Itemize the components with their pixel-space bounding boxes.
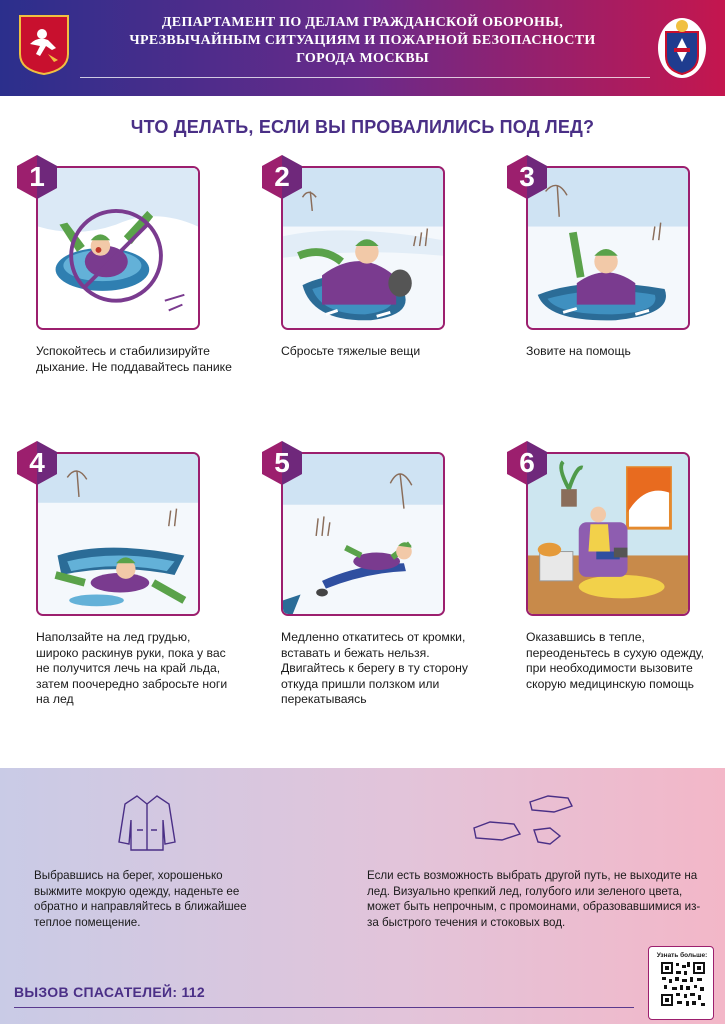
step-2-badge xyxy=(259,154,305,200)
step-6-number: 6 xyxy=(519,447,535,478)
org-title-line-1: ДЕПАРТАМЕНТ ПО ДЕЛАМ ГРАЖДАНСКОЙ ОБОРОНЫ, xyxy=(161,15,564,30)
step-5-number: 5 xyxy=(274,447,290,478)
footer-divider xyxy=(14,1007,634,1008)
tip-after-escape: Выбравшись на берег, хорошенько выжмите мокрую одежду, наденьте ее обратно и направляйтесь в ближайшее теплое помещение. xyxy=(34,869,247,929)
step-6-caption: Оказавшись в тепле, переоденьтесь в сухую одежду, при необходимости вызовите скорую медицинскую помощь xyxy=(526,630,705,691)
step-2-illustration xyxy=(281,166,445,330)
org-title-line-2: ЧРЕЗВЫЧАЙНЫМ СИТУАЦИЯМ И ПОЖАРНОЙ БЕЗОПАСНОСТИ xyxy=(129,33,596,48)
emergency-department-emblem-icon xyxy=(656,14,708,80)
step-3-caption: Зовите на помощь xyxy=(526,344,631,358)
step-3-number: 3 xyxy=(519,161,535,192)
step-5-caption: Медленно откатитесь от кромки, вставать и бежать нельзя. Двигайтесь к берегу в ту сторону откуда пришли ползком или перекатываясь xyxy=(281,630,468,706)
step-4-badge xyxy=(14,440,60,486)
step-6 xyxy=(504,440,705,720)
step-2 xyxy=(259,154,439,404)
step-5 xyxy=(259,440,468,720)
header-divider xyxy=(80,77,650,78)
step-4-illustration xyxy=(36,452,200,616)
moscow-coat-of-arms-icon xyxy=(18,14,70,76)
step-1-badge xyxy=(14,154,60,200)
step-3-badge xyxy=(504,154,550,200)
step-2-number: 2 xyxy=(274,161,290,192)
page-title: ЧТО ДЕЛАТЬ, ЕСЛИ ВЫ ПРОВАЛИЛИСЬ ПОД ЛЕД? xyxy=(130,117,595,137)
step-5-badge xyxy=(259,440,305,486)
step-4 xyxy=(14,440,228,720)
qr-label: Узнать больше: xyxy=(656,952,708,959)
jacket-icon xyxy=(115,790,179,854)
footer-panel xyxy=(0,768,725,1024)
step-4-caption: Наползайте на лед грудью, широко раскинув руки, пока у вас не получится лечь на край льда, затем поочередно забросьте ноги на лед xyxy=(36,630,228,706)
step-1-illustration xyxy=(36,166,200,330)
step-3-illustration xyxy=(526,166,690,330)
step-4-number: 4 xyxy=(29,447,45,478)
step-5-illustration xyxy=(281,452,445,616)
header-banner xyxy=(0,0,725,96)
step-1 xyxy=(14,154,232,404)
step-6-badge xyxy=(504,440,550,486)
qr-code-icon[interactable] xyxy=(660,961,706,1007)
ice-floes-icon xyxy=(468,788,578,854)
qr-code-block[interactable] xyxy=(648,946,714,1020)
step-1-caption: Успокойтесь и стабилизируйте дыхание. Не поддавайтесь панике xyxy=(36,344,232,374)
step-1-number: 1 xyxy=(29,161,45,192)
step-3 xyxy=(504,154,684,404)
step-6-illustration xyxy=(526,452,690,616)
tip-avoid-ice: Если есть возможность выбрать другой путь, не выходите на лед. Визуально крепкий лед, голубого или зеленого цвета, может быть непрочным, с промоинами, образовавшимися из-за быстрого течения и стоковых вод. xyxy=(367,869,701,929)
organization-title xyxy=(100,14,625,68)
org-title-line-3: ГОРОДА МОСКВЫ xyxy=(296,51,429,66)
step-2-caption: Сбросьте тяжелые вещи xyxy=(281,344,421,358)
rescue-call-number: ВЫЗОВ СПАСАТЕЛЕЙ: 112 xyxy=(14,984,205,1000)
